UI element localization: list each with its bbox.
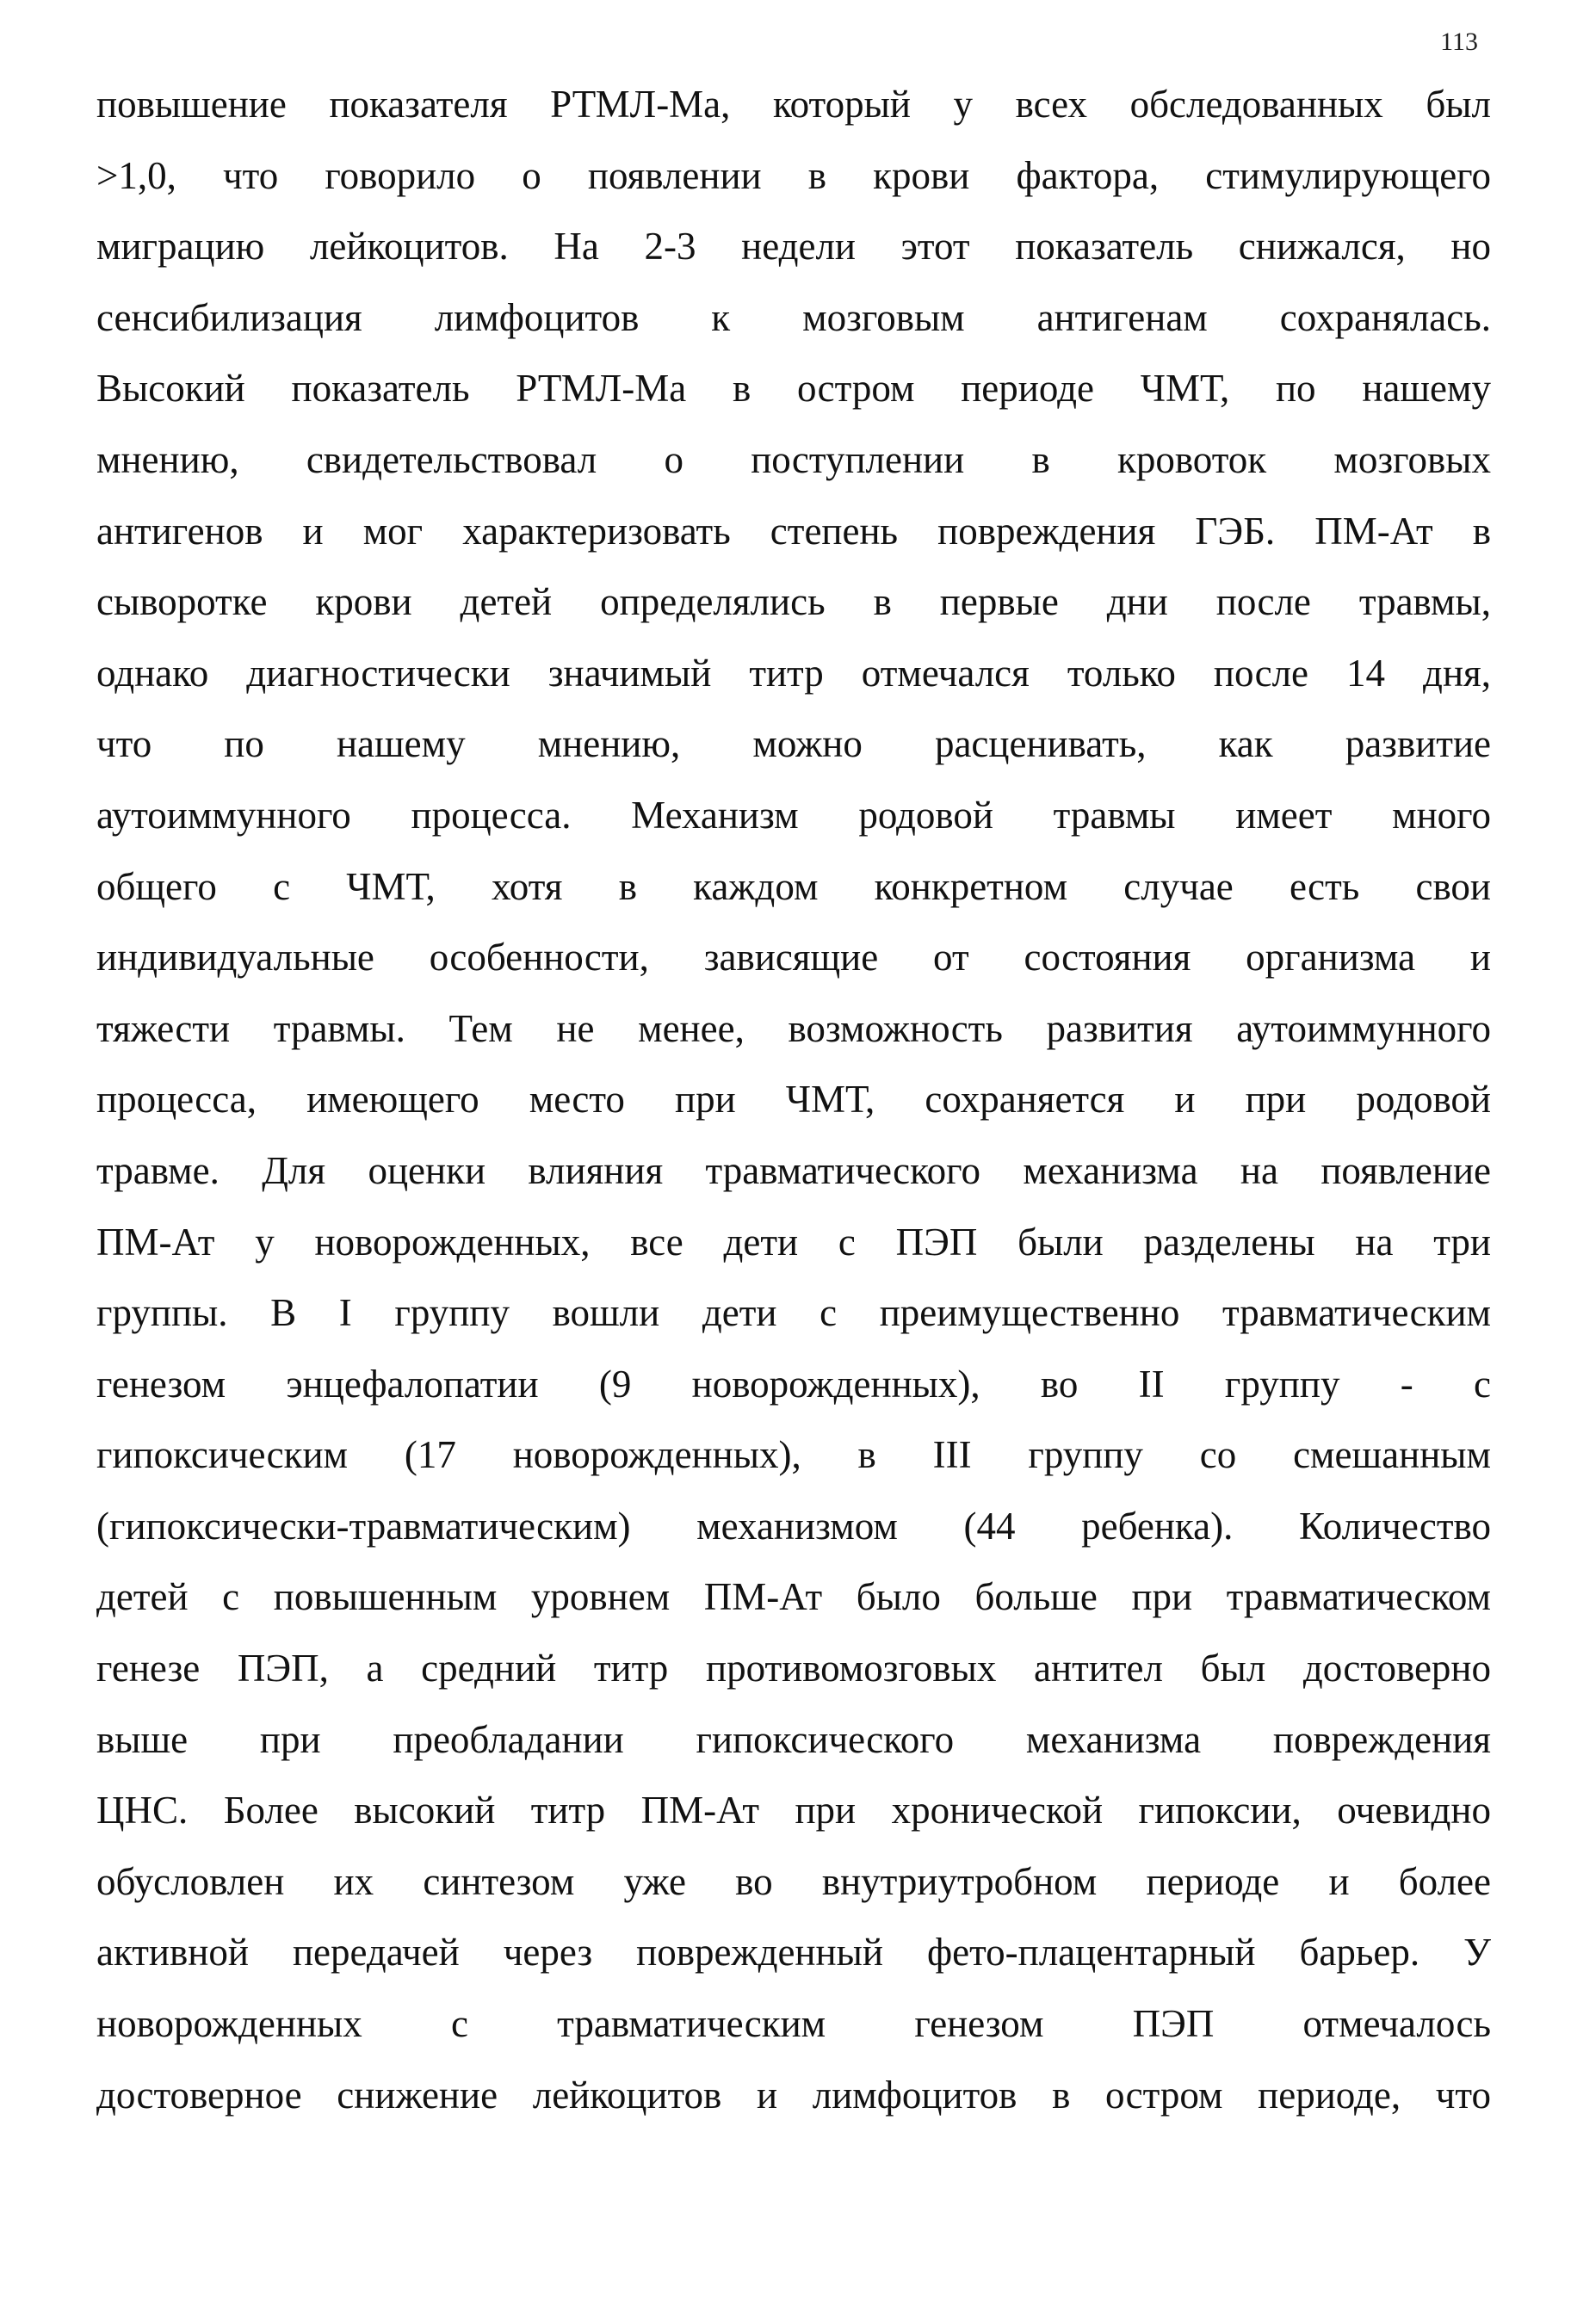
text-line: гипоксическим (17 новорожденных), в III группу со смешанным: [96, 1433, 1491, 1477]
text-line: ПМ-Ат у новорожденных, все дети с ПЭП были разделены на три: [96, 1220, 1491, 1264]
page-number: 113: [1440, 28, 1478, 56]
text-line: генезе ПЭП, а средний титр противомозговых антител был достоверно: [96, 1647, 1491, 1690]
text-line: индивидуальные особенности, зависящие от состояния организма и: [96, 936, 1491, 980]
text-line: сыворотке крови детей определялись в первые дни после травмы,: [96, 580, 1491, 624]
text-line: группы. В I группу вошли дети с преимущественно травматическим: [96, 1291, 1491, 1335]
text-line: мнению, свидетельствовал о поступлении в кровоток мозговых: [96, 437, 1491, 481]
text-line: новорожденных с травматическим генезом ПЭП отмечалось: [96, 2002, 1491, 2046]
text-line: процесса, имеющего место при ЧМТ, сохраняется и при родовой: [96, 1078, 1491, 1122]
text-line: ЦНС. Более высокий титр ПМ-Ат при хронической гипоксии, очевидно: [96, 1789, 1491, 1833]
text-line: травме. Для оценки влияния травматического механизма на появление: [96, 1148, 1491, 1192]
text-line: активной передачей через поврежденный фето-плацентарный барьер. У: [96, 1931, 1491, 1975]
text-line: общего с ЧМТ, хотя в каждом конкретном случае есть свои: [96, 864, 1491, 908]
text-line: однако диагностически значимый титр отмечался только после 14 дня,: [96, 651, 1491, 695]
text-line: миграцию лейкоцитов. На 2-3 недели этот показатель снижался, но: [96, 225, 1491, 269]
text-line: выше при преобладании гипоксического механизма повреждения: [96, 1717, 1491, 1761]
text-line: достоверное снижение лейкоцитов и лимфоцитов в остром периоде, что: [96, 2073, 1491, 2117]
text-line: тяжести травмы. Тем не менее, возможность развития аутоиммунного: [96, 1006, 1491, 1050]
text-line: Высокий показатель РТМЛ-Ма в остром периоде ЧМТ, по нашему: [96, 367, 1491, 411]
text-line: >1,0, что говорило о появлении в крови фактора, стимулирующего: [96, 153, 1491, 197]
text-line: аутоиммунного процесса. Механизм родовой травмы имеет много: [96, 793, 1491, 837]
text-line: сенсибилизация лимфоцитов к мозговым антигенам сохранялась.: [96, 295, 1491, 339]
text-line: что по нашему мнению, можно расценивать, как развитие: [96, 722, 1491, 766]
text-line: обусловлен их синтезом уже во внутриутробном периоде и более: [96, 1859, 1491, 1903]
body-text: [96, 69, 1491, 2130]
text-line: детей с повышенным уровнем ПМ-Ат было больше при травматическом: [96, 1575, 1491, 1619]
text-line: (гипоксически-травматическим) механизмом (44 ребенка). Количество: [96, 1504, 1491, 1548]
text-line: повышение показателя РТМЛ-Ма, который у всех обследованных был: [96, 83, 1491, 126]
text-line: антигенов и мог характеризовать степень повреждения ГЭБ. ПМ-Ат в: [96, 509, 1491, 553]
text-line: генезом энцефалопатии (9 новорожденных), во II группу - с: [96, 1362, 1491, 1406]
